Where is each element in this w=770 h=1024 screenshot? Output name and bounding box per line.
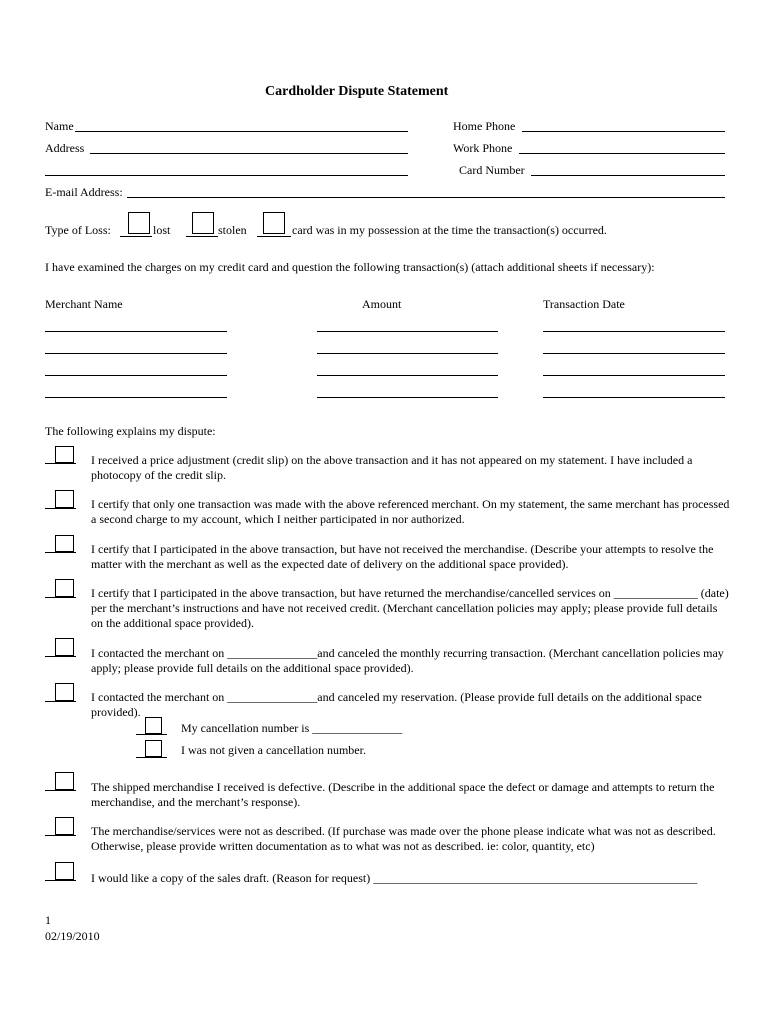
merchant-name-field[interactable] bbox=[45, 397, 227, 398]
dispute-checkbox-underline bbox=[45, 790, 76, 791]
dispute-checkbox-defective[interactable] bbox=[55, 772, 74, 790]
amount-field[interactable] bbox=[317, 375, 498, 376]
dispute-checkbox-reservation[interactable] bbox=[55, 683, 74, 701]
card-number-label: Card Number bbox=[459, 163, 525, 177]
no-cancellation-number-text: I was not given a cancellation number. bbox=[181, 743, 366, 757]
dispute-text-not-as-described: The merchandise/services were not as described. (If purchase was made over the phone please indicate what was not as described. Otherwise, please provide written documentation as to what was not as described. ie: color, quantity, etc) bbox=[91, 824, 716, 853]
address-field[interactable] bbox=[90, 153, 408, 154]
dispute-intro: The following explains my dispute: bbox=[45, 424, 216, 438]
name-field[interactable] bbox=[75, 131, 408, 132]
dispute-text-duplicate-charge: I certify that only one transaction was made with the above referenced merchant. On my statement, the same merchant has processed a second charge to my account, which I neither participated in nor authorized. bbox=[91, 497, 730, 526]
sub-option-underline bbox=[136, 757, 167, 758]
dispute-checkbox-price-adjustment[interactable] bbox=[55, 446, 74, 463]
card-number-field[interactable] bbox=[531, 175, 725, 176]
home-phone-field[interactable] bbox=[522, 131, 725, 132]
address-field-line-2[interactable] bbox=[45, 175, 408, 176]
dispute-checkbox-not-received[interactable] bbox=[55, 535, 74, 552]
home-phone-label: Home Phone bbox=[453, 119, 516, 133]
amount-field[interactable] bbox=[317, 331, 498, 332]
email-field[interactable] bbox=[127, 197, 725, 198]
cancellation-number-checkbox[interactable] bbox=[145, 717, 162, 734]
merchant-name-field[interactable] bbox=[45, 375, 227, 376]
amount-header: Amount bbox=[362, 297, 402, 311]
type-of-loss-label: Type of Loss: bbox=[45, 223, 111, 237]
lost-checkbox[interactable] bbox=[128, 212, 150, 234]
merchant-name-field[interactable] bbox=[45, 353, 227, 354]
dispute-checkbox-returned[interactable] bbox=[55, 579, 74, 597]
dispute-checkbox-underline bbox=[45, 656, 76, 657]
transaction-date-field[interactable] bbox=[543, 331, 725, 332]
dispute-text-not-received: I certify that I participated in the above transaction, but have not received the merchandise. (Describe your attempts to resolve the matter with the merchant as well as the expected date of delivery on the additional space provided). bbox=[91, 542, 714, 571]
dispute-checkbox-duplicate-charge[interactable] bbox=[55, 490, 74, 508]
lost-underline bbox=[120, 236, 152, 237]
address-label: Address bbox=[45, 141, 85, 155]
name-label: Name bbox=[45, 119, 74, 133]
dispute-text-defective: The shipped merchandise I received is defective. (Describe in the additional space the defect or damage and attempts to return the merchandise, and the merchant’s response). bbox=[91, 780, 715, 809]
amount-field[interactable] bbox=[317, 353, 498, 354]
dispute-checkbox-underline bbox=[45, 701, 76, 702]
transaction-date-field[interactable] bbox=[543, 353, 725, 354]
work-phone-field[interactable] bbox=[519, 153, 725, 154]
stolen-label: stolen bbox=[218, 223, 247, 237]
dispute-checkbox-underline bbox=[45, 880, 76, 881]
transaction-date-field[interactable] bbox=[543, 375, 725, 376]
dispute-checkbox-sales-draft[interactable] bbox=[55, 862, 74, 880]
possession-label: card was in my possession at the time the transaction(s) occurred. bbox=[292, 223, 607, 237]
dispute-text-recurring: I contacted the merchant on _______________and canceled the monthly recurring transaction. (Merchant cancellation policies may apply; please provide full details on the additional space provided). bbox=[91, 646, 724, 675]
stolen-underline bbox=[186, 236, 218, 237]
sub-option-underline bbox=[136, 734, 167, 735]
transaction-date-field[interactable] bbox=[543, 397, 725, 398]
examined-text: I have examined the charges on my credit card and question the following transaction(s) (attach additional sheets if necessary): bbox=[45, 260, 655, 274]
dispute-checkbox-underline bbox=[45, 597, 76, 598]
page-title: Cardholder Dispute Statement bbox=[265, 84, 449, 99]
dispute-checkbox-underline bbox=[45, 835, 76, 836]
cancellation-number-text: My cancellation number is _______________ bbox=[181, 721, 403, 735]
stolen-checkbox[interactable] bbox=[192, 212, 214, 234]
dispute-checkbox-underline bbox=[45, 508, 76, 509]
work-phone-label: Work Phone bbox=[453, 141, 513, 155]
dispute-checkbox-recurring[interactable] bbox=[55, 638, 74, 656]
merchant-name-field[interactable] bbox=[45, 331, 227, 332]
dispute-checkbox-underline bbox=[45, 463, 76, 464]
merchant-name-header: Merchant Name bbox=[45, 297, 123, 311]
form-date: 02/19/2010 bbox=[45, 929, 100, 943]
dispute-text-sales-draft: I would like a copy of the sales draft. (Reason for request) ______________________________________________________ bbox=[91, 871, 698, 885]
lost-label: lost bbox=[153, 223, 171, 237]
dispute-text-price-adjustment: I received a price adjustment (credit slip) on the above transaction and it has not appeared on my statement. I have included a photocopy of the credit slip. bbox=[91, 453, 693, 482]
transaction-date-header: Transaction Date bbox=[543, 297, 625, 311]
possession-checkbox[interactable] bbox=[263, 212, 285, 234]
amount-field[interactable] bbox=[317, 397, 498, 398]
dispute-checkbox-not-as-described[interactable] bbox=[55, 817, 74, 835]
no-cancellation-number-checkbox[interactable] bbox=[145, 740, 162, 757]
dispute-checkbox-underline bbox=[45, 552, 76, 553]
page-number: 1 bbox=[45, 913, 51, 927]
dispute-text-reservation: I contacted the merchant on _______________and canceled my reservation. (Please provide full details on the additional space provided). bbox=[91, 690, 702, 719]
dispute-text-returned: I certify that I participated in the above transaction, but have returned the merchandise/cancelled services on ______________ (date) per the merchant’s instructions and have not received credit. (Merchant cancellation policies may apply; please provide full details on the additional space provided). bbox=[91, 586, 729, 630]
email-label: E-mail Address: bbox=[45, 185, 123, 199]
possession-underline bbox=[257, 236, 291, 237]
